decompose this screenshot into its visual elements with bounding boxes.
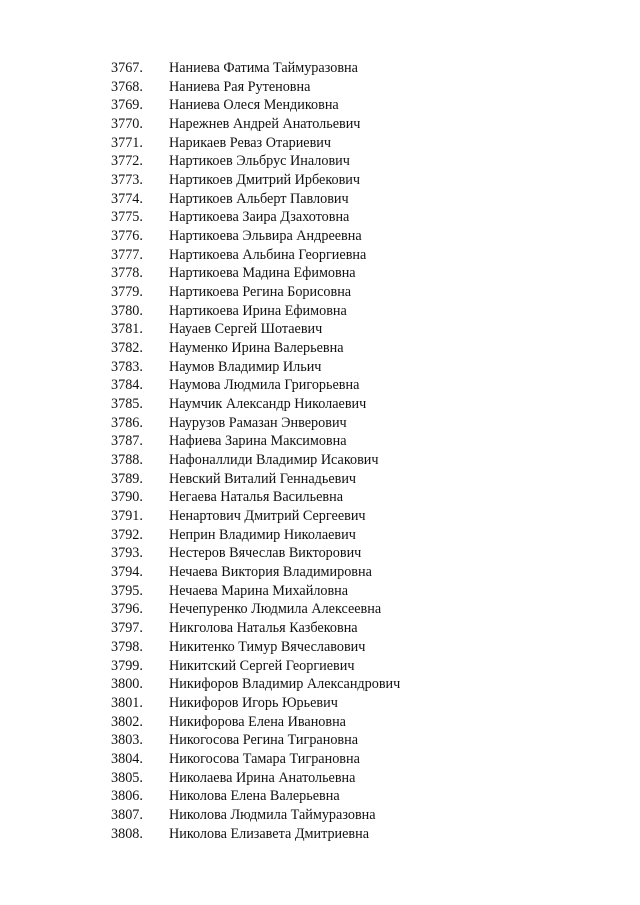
entry-full-name: Никогосова Регина Тиграновна [169, 732, 359, 749]
entry-number: 3767. [111, 60, 143, 76]
entry-number: 3792. [111, 526, 143, 543]
entry-full-name: Нартикоева Регина Борисовна [169, 284, 352, 301]
entry-number: 3776. [111, 228, 143, 245]
entry-number: 3785. [111, 396, 143, 413]
entry-number: 3789. [111, 470, 143, 487]
entry-number: 3786. [111, 414, 143, 431]
entry-full-name: Никифоров Владимир Александрович [169, 676, 401, 693]
entry-full-name: Нарежнев Андрей Анатольевич [169, 116, 361, 133]
entry-full-name: Нафоналлиди Владимир Исакович [169, 452, 379, 469]
entry-full-name: Наурузов Рамазан Энверович [169, 414, 347, 431]
entry-number: 3768. [111, 78, 143, 95]
entry-number: 3784. [111, 377, 143, 394]
entry-number: 3800. [111, 676, 143, 693]
entry-full-name: Нафиева Зарина Максимовна [169, 433, 347, 450]
entry-number: 3796. [111, 601, 143, 618]
entry-number: 3773. [111, 172, 143, 189]
entry-full-name: Нечаева Марина Михайловна [169, 582, 349, 599]
entry-full-name: Нартикоева Ирина Ефимовна [169, 302, 347, 319]
entry-full-name: Наумчик Александр Николаевич [169, 396, 367, 413]
entry-full-name: Невский Виталий Геннадьевич [169, 470, 357, 487]
entry-full-name: Никифоров Игорь Юрьевич [169, 694, 338, 711]
entry-number: 3808. [111, 825, 143, 842]
entry-full-name: Наниева Олеся Мендиковна [169, 97, 339, 114]
entry-number: 3770. [111, 116, 143, 133]
entry-full-name: Нарикаев Реваз Отариевич [169, 134, 332, 151]
entry-number: 3771. [111, 134, 143, 151]
entry-number: 3797. [111, 620, 143, 637]
entry-number: 3794. [111, 564, 143, 581]
entry-full-name: Никитский Сергей Георгиевич [169, 657, 355, 674]
entry-number: 3807. [111, 806, 143, 823]
entry-number: 3790. [111, 489, 143, 506]
entry-full-name: Нартикоева Заира Дзахотовна [169, 209, 350, 226]
entry-number: 3806. [111, 788, 143, 805]
entry-number: 3782. [111, 340, 143, 357]
entry-number: 3781. [111, 321, 143, 338]
entry-full-name: Неприн Владимир Николаевич [169, 526, 356, 543]
entry-full-name: Нартикоев Альберт Павлович [169, 190, 349, 207]
entry-full-name: Никифорова Елена Ивановна [169, 713, 346, 730]
entry-full-name: Никголова Наталья Казбековна [169, 620, 358, 637]
entry-full-name: Николова Елизавета Дмитриевна [169, 825, 370, 842]
entry-full-name: Негаева Наталья Васильевна [169, 489, 343, 506]
entry-full-name: Ненартович Дмитрий Сергеевич [169, 508, 366, 525]
entry-number: 3788. [111, 452, 143, 469]
entry-number: 3805. [111, 769, 143, 786]
entry-full-name: Наумов Владимир Ильич [169, 358, 322, 375]
entry-number: 3783. [111, 358, 143, 375]
entry-full-name: Николова Елена Валерьевна [169, 788, 340, 805]
entry-number: 3803. [111, 732, 143, 749]
entry-full-name: Нартикоев Дмитрий Ирбекович [169, 172, 361, 189]
entry-number: 3804. [111, 750, 143, 767]
entry-number: 3778. [111, 265, 143, 282]
entry-full-name: Николова Людмила Таймуразовна [169, 806, 376, 823]
entry-full-name: Нечепуренко Людмила Алексеевна [169, 601, 382, 618]
entry-full-name: Нартикоев Эльбрус Иналович [169, 153, 350, 170]
entry-full-name: Наниева Фатима Таймуразовна [169, 60, 358, 76]
entry-number: 3793. [111, 545, 143, 562]
entry-number: 3787. [111, 433, 143, 450]
entry-full-name: Нечаева Виктория Владимировна [169, 564, 372, 581]
entry-number: 3769. [111, 97, 143, 114]
entry-number: 3774. [111, 190, 143, 207]
entry-full-name: Науменко Ирина Валерьевна [169, 340, 344, 357]
entry-full-name: Нартикоева Альбина Георгиевна [169, 246, 367, 263]
entry-full-name: Никогосова Тамара Тиграновна [169, 750, 360, 767]
entry-full-name: Николаева Ирина Анатольевна [169, 769, 356, 786]
entry-number: 3802. [111, 713, 143, 730]
entry-full-name: Нестеров Вячеслав Викторович [169, 545, 362, 562]
entry-number: 3780. [111, 302, 143, 319]
entry-full-name: Нартикоева Эльвира Андреевна [169, 228, 362, 245]
entry-full-name: Никитенко Тимур Вячеславович [169, 638, 366, 655]
entry-number: 3772. [111, 153, 143, 170]
entry-number: 3795. [111, 582, 143, 599]
entry-full-name: Наниева Рая Рутеновна [169, 78, 311, 95]
entry-number: 3791. [111, 508, 143, 525]
entry-number: 3779. [111, 284, 143, 301]
entry-full-name: Нартикоева Мадина Ефимовна [169, 265, 356, 282]
entry-number: 3798. [111, 638, 143, 655]
entry-number: 3801. [111, 694, 143, 711]
entry-full-name: Наумова Людмила Григорьевна [169, 377, 360, 394]
entry-number: 3775. [111, 209, 143, 226]
entry-full-name: Науаев Сергей Шотаевич [169, 321, 323, 338]
entry-number: 3777. [111, 246, 143, 263]
entry-number: 3799. [111, 657, 143, 674]
